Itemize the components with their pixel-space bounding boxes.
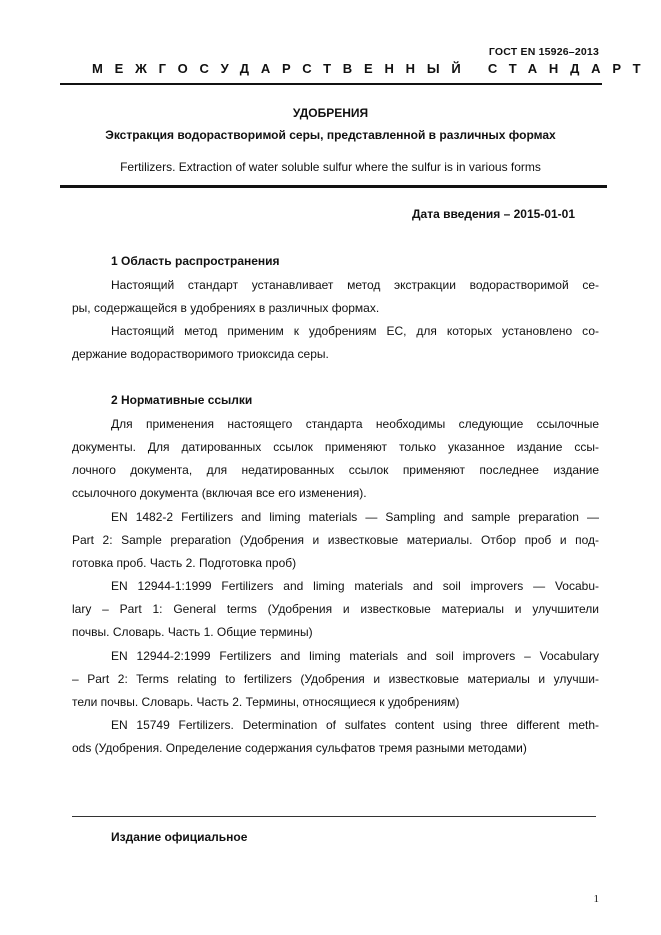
english-title: Fertilizers. Extraction of water soluble sulfur where the sulfur is in various forms bbox=[120, 160, 541, 174]
body-line: документы. Для датированных ссылок применяют только указанное издание ссы- bbox=[72, 440, 599, 454]
body-line: Настоящий метод применим к удобрениям ЕС, для которых установлено со- bbox=[111, 324, 599, 338]
standard-type-heading: МЕЖГОСУДАРСТВЕННЫЙ СТАНДАРТ bbox=[92, 61, 653, 76]
reference-line: EN 15749 Fertilizers. Determination of sulfates content using three different meth- bbox=[111, 718, 599, 732]
section-1-heading: 1 Область распространения bbox=[111, 254, 280, 268]
reference-line: тели почвы. Словарь. Часть 2. Термины, относящиеся к удобрениям) bbox=[72, 695, 460, 709]
page-number: 1 bbox=[593, 893, 599, 905]
reference-line: lary – Part 1: General terms (Удобрения и известковые материалы и улучшители bbox=[72, 602, 599, 616]
reference-line: EN 12944-1:1999 Fertilizers and liming materials and soil improvers — Vocabu- bbox=[111, 579, 599, 593]
body-line: ры, содержащейся в удобрениях в различных формах. bbox=[72, 301, 380, 315]
document-code: ГОСТ EN 15926–2013 bbox=[488, 46, 599, 58]
reference-line: готовка проб. Часть 2. Подготовка проб) bbox=[72, 556, 297, 570]
reference-line: Part 2: Sample preparation (Удобрения и известковые материалы. Отбор проб и под- bbox=[72, 533, 599, 547]
reference-line: – Part 2: Terms relating to fertilizers (Удобрения и известковые материалы и улучши- bbox=[72, 672, 599, 686]
official-edition-note: Издание официальное bbox=[111, 830, 248, 844]
title-rule bbox=[60, 185, 607, 188]
introduction-date: Дата введения – 2015-01-01 bbox=[411, 207, 575, 221]
section-2-heading: 2 Нормативные ссылки bbox=[111, 393, 253, 407]
body-line: держание водорастворимого триоксида серы. bbox=[72, 347, 329, 361]
footer-rule bbox=[72, 816, 596, 817]
body-line: лочного документа, для недатированных ссылок применяют последнее издание bbox=[72, 463, 599, 477]
reference-line: EN 12944-2:1999 Fertilizers and liming materials and soil improvers – Vocabulary bbox=[111, 649, 599, 663]
reference-line: ods (Удобрения. Определение содержания сульфатов тремя разными методами) bbox=[72, 741, 527, 755]
body-line: Настоящий стандарт устанавливает метод экстракции водорастворимой се- bbox=[111, 278, 599, 292]
reference-line: почвы. Словарь. Часть 1. Общие термины) bbox=[72, 625, 313, 639]
body-line: Для применения настоящего стандарта необходимы следующие ссылочные bbox=[111, 417, 599, 431]
header-rule bbox=[60, 83, 602, 85]
reference-line: EN 1482-2 Fertilizers and liming materials — Sampling and sample preparation — bbox=[111, 510, 599, 524]
document-title: УДОБРЕНИЯ bbox=[292, 106, 369, 120]
body-line: ссылочного документа (включая все его изменения). bbox=[72, 486, 367, 500]
document-subtitle: Экстракция водорастворимой серы, представленной в различных формах bbox=[105, 128, 556, 142]
